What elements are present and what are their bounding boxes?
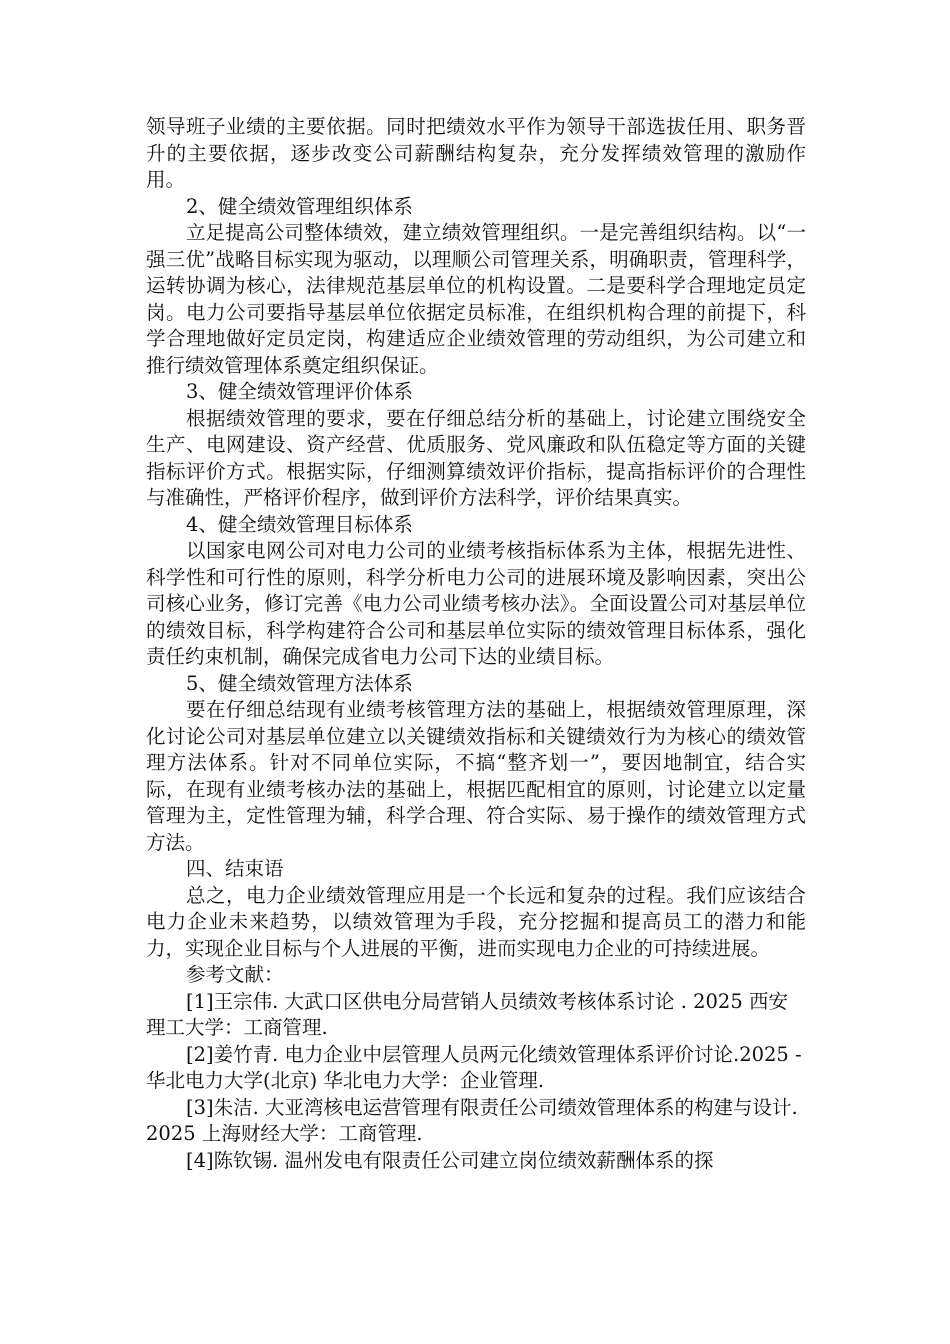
reference-item-4: [4]陈钦锡. 温州发电有限责任公司建立岗位绩效薪酬体系的探 xyxy=(186,1148,714,1172)
conclusion-heading: 四、结束语 xyxy=(186,857,284,880)
section-heading-2: 2、健全绩效管理组织体系 xyxy=(186,194,413,218)
reference-item-2: [2]姜竹青. 电力企业中层管理人员两元化绩效管理体系评价讨论.2025 - 华北电力大学(北京) 华北电力大学：企业管理. xyxy=(146,1042,802,1092)
paragraph-evaluation: 根据绩效管理的要求，要在仔细总结分析的基础上，讨论建立围绕安全生产、电网建设、资产经营、优质服务、党风廉政和队伍稳定等方面的关键指标评价方式。根据实际，仔细测算绩效评价指标，提高指标评价的合理性与准确性，严格评价程序，做到评价方法科学，评价结果真实。 xyxy=(146,406,806,509)
section-heading-4: 4、健全绩效管理目标体系 xyxy=(186,512,413,536)
paragraph-intro: 领导班子业绩的主要依据。同时把绩效水平作为领导干部选拔任用、职务晋升的主要依据，逐步改变公司薪酬结构复杂，充分发挥绩效管理的激励作用。 xyxy=(146,115,806,191)
reference-item-3: [3]朱洁. 大亚湾核电运营管理有限责任公司绩效管理体系的构建与设计.2025 上海财经大学：工商管理. xyxy=(146,1095,798,1145)
references-heading: 参考文献： xyxy=(186,963,284,986)
paragraph-conclusion: 总之，电力企业绩效管理应用是一个长远和复杂的过程。我们应该结合电力企业未来趋势，以绩效管理为手段，充分挖掘和提高员工的潜力和能力，实现企业目标与个人进展的平衡，进而实现电力企业的可持续进展。 xyxy=(146,883,806,960)
document-page xyxy=(146,114,806,1174)
reference-item-1: [1]王宗伟. 大武口区供电分局营销人员绩效考核体系讨论 . 2025 西安理工大学：工商管理. xyxy=(146,989,788,1039)
paragraph-targets: 以国家电网公司对电力公司的业绩考核指标体系为主体，根据先进性、科学性和可行性的原则，科学分析电力公司的进展环境及影响因素，突出公司核心业务，修订完善《电力公司业绩考核办法》。全面设置公司对基层单位的绩效目标，科学构建符合公司和基层单位实际的绩效管理目标体系，强化责任约束机制，确保完成省电力公司下达的业绩目标。 xyxy=(146,539,806,668)
paragraph-organization: 立足提高公司整体绩效，建立绩效管理组织。一是完善组织结构。以“一强三优”战略目标实现为驱动，以理顺公司管理关系，明确职责，管理科学，运转协调为核心，法律规范基层单位的机构设置。二是要科学合理地定员定岗。电力公司要指导基层单位依据定员标准，在组织机构合理的前提下，科学合理地做好定员定岗，构建适应企业绩效管理的劳动组织，为公司建立和推行绩效管理体系奠定组织保证。 xyxy=(146,221,806,377)
section-heading-3: 3、健全绩效管理评价体系 xyxy=(186,380,413,403)
paragraph-methods: 要在仔细总结现有业绩考核管理方法的基础上，根据绩效管理原理，深化讨论公司对基层单位建立以关键绩效指标和关键绩效行为为核心的绩效管理方法体系。针对不同单位实际，不搞“整齐划一”，要因地制宜，结合实际，在现有业绩考核办法的基础上，根据匹配相宜的原则，讨论建立以定量管理为主，定性管理为辅，科学合理、符合实际、易于操作的绩效管理方式方法。 xyxy=(146,698,806,854)
section-heading-5: 5、健全绩效管理方法体系 xyxy=(186,671,413,695)
